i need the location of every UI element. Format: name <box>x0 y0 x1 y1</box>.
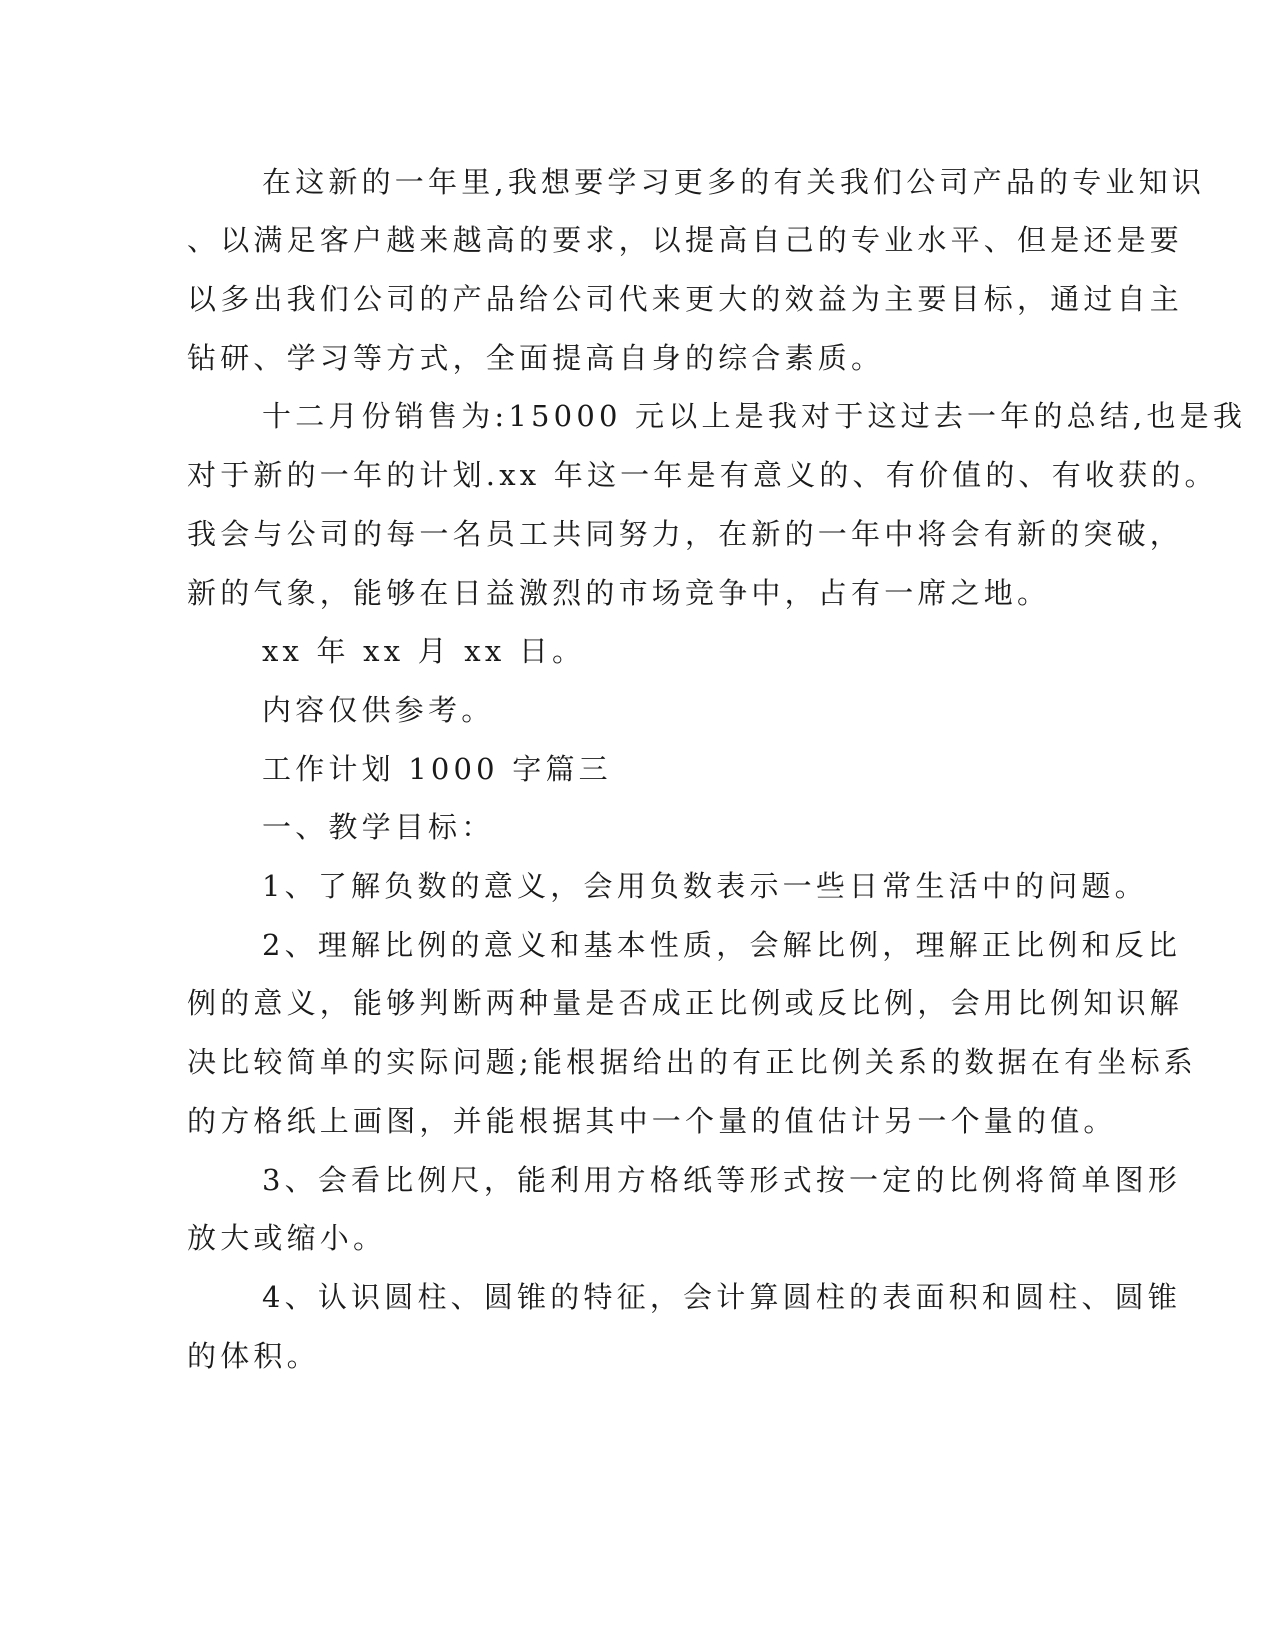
paragraph-2-line-3: 我会与公司的每一名员工共同努力，在新的一年中将会有新的突破， <box>187 517 1184 551</box>
goal-item-2-line-1: 2、理解比例的意义和基本性质，会解比例，理解正比例和反比 <box>262 928 1182 962</box>
goal-item-4-line-2: 的体积。 <box>187 1339 320 1373</box>
paragraph-1-line-3: 以多出我们公司的产品给公司代来更大的效益为主要目标，通过自主 <box>187 282 1184 316</box>
goal-item-4-line-1: 4、认识圆柱、圆锥的特征，会计算圆柱的表面积和圆柱、圆锥 <box>262 1280 1182 1314</box>
paragraph-2-line-1: 十二月份销售为:15000 元以上是我对于这过去一年的总结,也是我 <box>262 399 1247 433</box>
goal-item-2-line-4: 的方格纸上画图，并能根据其中一个量的值估计另一个量的值。 <box>187 1104 1117 1138</box>
date-line: xx 年 xx 月 xx 日。 <box>262 634 586 668</box>
section-heading: 一、教学目标： <box>262 810 495 844</box>
goal-item-1: 1、了解负数的意义，会用负数表示一些日常生活中的问题。 <box>262 869 1148 903</box>
section-title: 工作计划 1000 字篇三 <box>262 752 612 786</box>
paragraph-1-line-4: 钻研、学习等方式，全面提高自身的综合素质。 <box>187 341 885 375</box>
goal-item-3-line-1: 3、会看比例尺，能利用方格纸等形式按一定的比例将简单图形 <box>262 1163 1182 1197</box>
reference-note: 内容仅供参考。 <box>262 693 495 727</box>
paragraph-2-line-2: 对于新的一年的计划.xx 年这一年是有意义的、有价值的、有收获的。 <box>187 458 1218 492</box>
goal-item-2-line-2: 例的意义，能够判断两种量是否成正比例或反比例，会用比例知识解 <box>187 986 1184 1020</box>
paragraph-2-line-4: 新的气象，能够在日益激烈的市场竞争中，占有一席之地。 <box>187 576 1051 610</box>
paragraph-1-line-2: 、以满足客户越来越高的要求，以提高自己的专业水平、但是还是要 <box>187 223 1184 257</box>
paragraph-1-line-1: 在这新的一年里,我想要学习更多的有关我们公司产品的专业知识 <box>262 165 1206 199</box>
goal-item-2-line-3: 决比较简单的实际问题;能根据给出的有正比例关系的数据在有坐标系 <box>187 1045 1197 1079</box>
goal-item-3-line-2: 放大或缩小。 <box>187 1221 387 1255</box>
